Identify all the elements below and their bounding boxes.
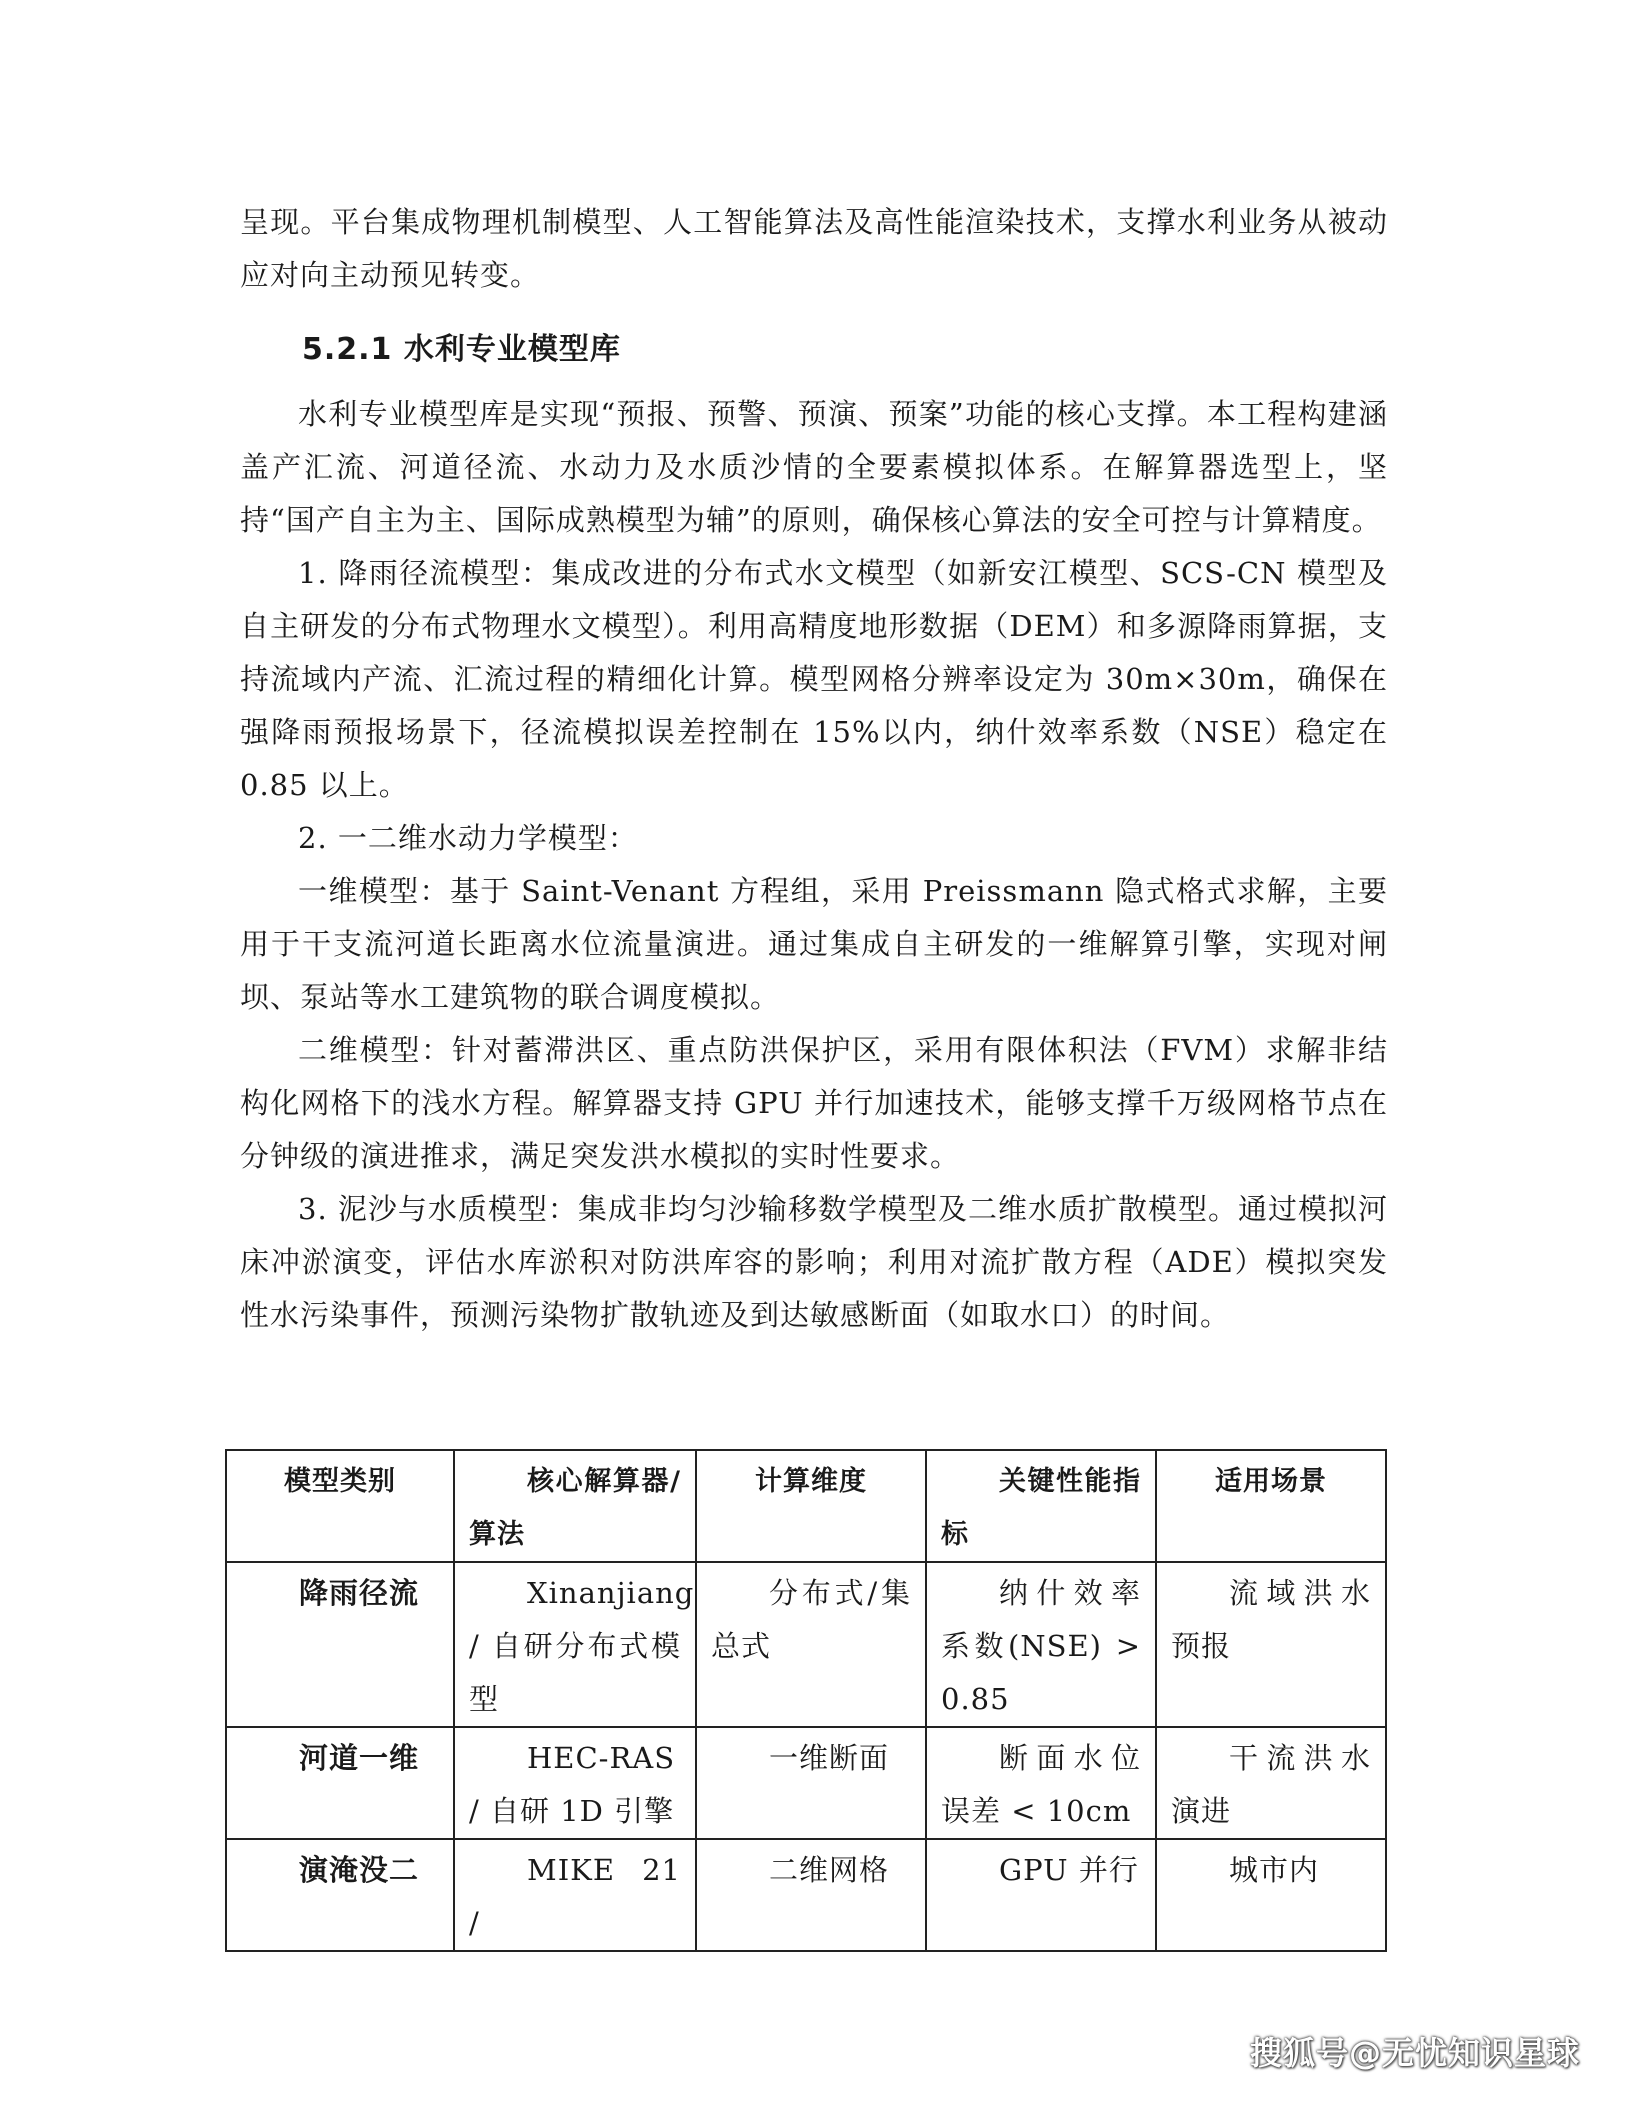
table-cell: GPU 并行 xyxy=(926,1839,1156,1951)
paragraph-overview: 水利专业模型库是实现“预报、预警、预演、预案”功能的核心支撑。本工程构建涵盖产汇流、河道径流、水动力及水质沙情的全要素模拟体系。在解算器选型上，坚持“国产自主为主、国际成熟模型为辅”的原则，确保核心算法的安全可控与计算精度。 xyxy=(240,397,1388,537)
table-cell: 二维网格 xyxy=(696,1839,926,1951)
document-body xyxy=(240,196,1388,1342)
table-header-cell: 核心解算器/算法 xyxy=(454,1450,696,1562)
paragraph-2d-model: 二维模型：针对蓄滞洪区、重点防洪保护区，采用有限体积法（FVM）求解非结构化网格下的浅水方程。解算器支持 GPU 并行加速技术，能够支撑千万级网格节点在分钟级的演进推求，满足突发洪水模拟的实时性要求。 xyxy=(240,1033,1388,1173)
table-row xyxy=(226,1839,1386,1951)
paragraph-rainfall-runoff: 1. 降雨径流模型：集成改进的分布式水文模型（如新安江模型、SCS-CN 模型及自主研发的分布式物理水文模型）。利用高精度地形数据（DEM）和多源降雨算据，支持流域内产流、汇流过程的精细化计算。模型网格分辨率设定为 30m×30m，确保在强降雨预报场景下，径流模拟误差控制在 15%以内，纳什效率系数（NSE）稳定在 0.85 以上。 xyxy=(240,556,1388,802)
intro-paragraph: 呈现。平台集成物理机制模型、人工智能算法及高性能渲染技术，支撑水利业务从被动应对向主动预见转变。 xyxy=(240,205,1388,292)
table-cell-category: 演淹没二 xyxy=(226,1839,454,1951)
table-header-cell: 适用场景 xyxy=(1156,1450,1386,1562)
table-cell: 一维断面 xyxy=(696,1727,926,1839)
table-header-row xyxy=(226,1450,1386,1562)
table-cell-category: 河道一维 xyxy=(226,1727,454,1839)
table-row xyxy=(226,1562,1386,1727)
section-heading: 5.2.1 水利专业模型库 xyxy=(302,332,621,367)
table-cell: HEC-RAS / 自研 1D 引擎 xyxy=(454,1727,696,1839)
table-header-cell: 模型类别 xyxy=(226,1450,454,1562)
paragraph-sediment-quality: 3. 泥沙与水质模型：集成非均匀沙输移数学模型及二维水质扩散模型。通过模拟河床冲淤演变，评估水库淤积对防洪库容的影响；利用对流扩散方程（ADE）模拟突发性水污染事件，预测污染物扩散轨迹及到达敏感断面（如取水口）的时间。 xyxy=(240,1192,1388,1332)
table-header-cell: 关键性能指标 xyxy=(926,1450,1156,1562)
table-cell: 分布式/集总式 xyxy=(696,1562,926,1727)
table-cell-category: 降雨径流 xyxy=(226,1562,454,1727)
table-cell: 纳什效率系数(NSE) > 0.85 xyxy=(926,1562,1156,1727)
model-table xyxy=(225,1449,1387,1952)
table-header-cell: 计算维度 xyxy=(696,1450,926,1562)
table-cell: MIKE 21 / xyxy=(454,1839,696,1951)
watermark: 搜狐号@无忧知识星球 xyxy=(1249,2034,1580,2072)
paragraph-1d-model: 一维模型：基于 Saint-Venant 方程组，采用 Preissmann 隐式格式求解，主要用于干支流河道长距离水位流量演进。通过集成自主研发的一维解算引擎，实现对闸坝、泵站等水工建筑物的联合调度模拟。 xyxy=(240,874,1388,1014)
table-cell: 流域洪水预报 xyxy=(1156,1562,1386,1727)
table-cell: Xinanjiang / 自研分布式模型 xyxy=(454,1562,696,1727)
table-cell: 干流洪水演进 xyxy=(1156,1727,1386,1839)
table-cell: 城市内 xyxy=(1156,1839,1386,1951)
table-cell: 断面水位误差 < 10cm xyxy=(926,1727,1156,1839)
paragraph-hydrodynamic-title: 2. 一二维水动力学模型： xyxy=(298,821,638,855)
table-row xyxy=(226,1727,1386,1839)
